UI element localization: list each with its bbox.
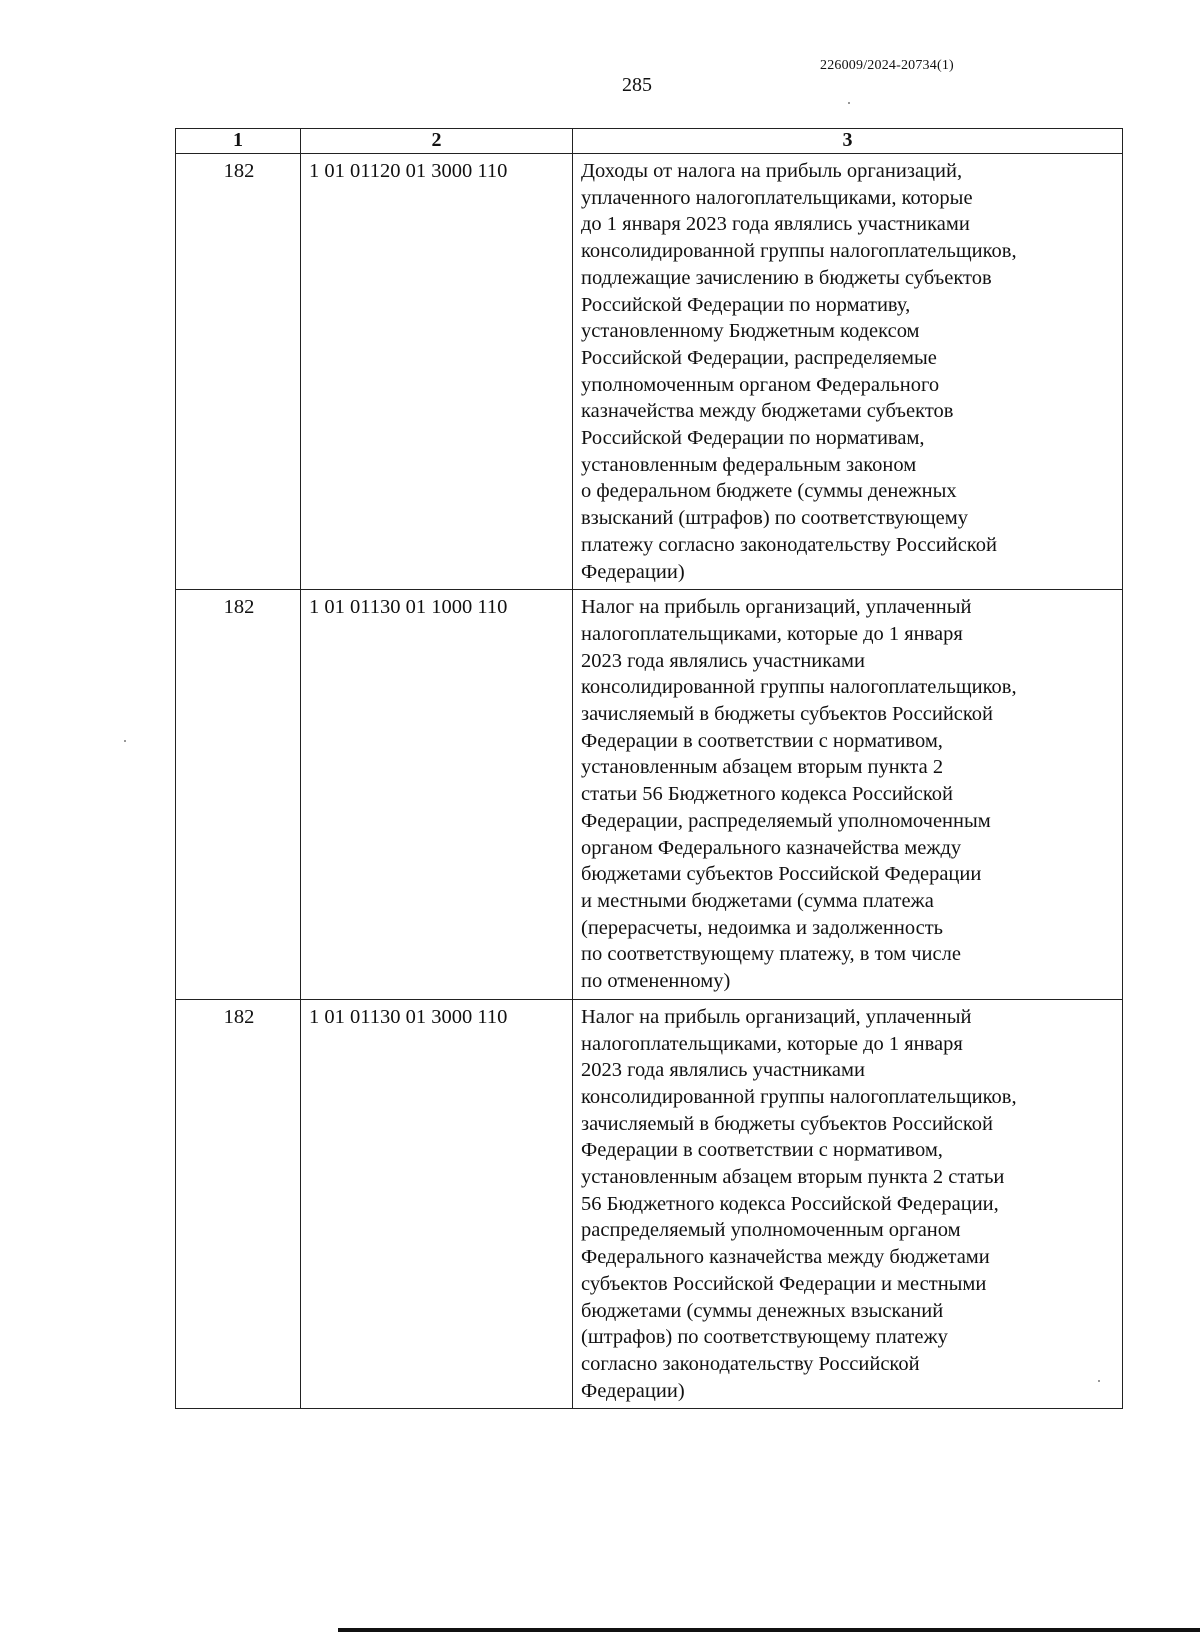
column-header-3: 3 xyxy=(573,129,1123,154)
income-name-line: зачисляемый в бюджеты субъектов Российской xyxy=(581,703,994,726)
income-name-line: взысканий (штрафов) по соответствующему xyxy=(581,507,968,530)
scan-speck xyxy=(1098,1380,1100,1382)
income-name-line: казначейства между бюджетами субъектов xyxy=(581,400,954,423)
page-number: 285 xyxy=(622,74,652,96)
document-id: 226009/2024-20734(1) xyxy=(820,58,954,73)
income-name-line: распределяемый уполномоченным органом xyxy=(581,1219,961,1242)
income-name-line: консолидированной группы налогоплательщиков, xyxy=(581,240,1017,263)
kbk-code-cell: 1 01 01130 01 1000 110 xyxy=(301,590,573,1000)
income-name-line: субъектов Российской Федерации и местными xyxy=(581,1272,987,1295)
income-name-line: установленным абзацем вторым пункта 2 статьи xyxy=(581,1166,1005,1189)
bottom-scan-rule xyxy=(338,1628,1200,1632)
income-name-line: 2023 года являлись участниками xyxy=(581,649,865,672)
income-name-line: установленным федеральным законом xyxy=(581,453,917,476)
income-name-line: уплаченного налогоплательщиками, которые xyxy=(581,186,973,209)
income-name-cell xyxy=(573,999,1123,1409)
table-header-row xyxy=(176,129,1123,154)
income-name-line: налогоплательщиками, которые до 1 января xyxy=(581,1032,963,1055)
income-name-line: и местными бюджетами (сумма платежа xyxy=(581,889,934,912)
income-name-line: Российской Федерации по нормативу, xyxy=(581,293,911,316)
income-name-cell xyxy=(573,590,1123,1000)
income-name-line: Федерации в соответствии с нормативом, xyxy=(581,1139,943,1162)
table-row xyxy=(176,999,1123,1409)
income-name-line: Федерации) xyxy=(581,1379,685,1402)
budget-classification-table xyxy=(175,128,1123,1409)
income-name-line: по отмененному) xyxy=(581,970,731,993)
admin-code-cell: 182 xyxy=(176,154,301,590)
income-name-line: платежу согласно законодательству Российской xyxy=(581,533,997,556)
income-name-line: Федерации) xyxy=(581,560,685,583)
scan-speck xyxy=(848,102,850,104)
income-name-line: согласно законодательству Российской xyxy=(581,1352,920,1375)
income-name-line: бюджетами субъектов Российской Федерации xyxy=(581,863,982,886)
income-name-line: установленным абзацем вторым пункта 2 xyxy=(581,756,944,779)
scan-speck xyxy=(124,740,126,742)
kbk-code-cell: 1 01 01130 01 3000 110 xyxy=(301,999,573,1409)
income-name-line: консолидированной группы налогоплательщиков, xyxy=(581,676,1017,699)
income-name-line: уполномоченным органом Федерального xyxy=(581,373,940,396)
admin-code-cell: 182 xyxy=(176,999,301,1409)
income-name-line: Федерации, распределяемый уполномоченным xyxy=(581,809,991,832)
income-name-line: подлежащие зачислению в бюджеты субъектов xyxy=(581,266,992,289)
income-name-cell xyxy=(573,154,1123,590)
income-name-line: органом Федерального казначейства между xyxy=(581,836,962,859)
income-name-line: по соответствующему платежу, в том числе xyxy=(581,943,961,966)
table-row xyxy=(176,154,1123,590)
income-name-line: Налог на прибыль организаций, уплаченный xyxy=(581,596,972,619)
income-name-line: Федерации в соответствии с нормативом, xyxy=(581,729,943,752)
income-name-line: Федерального казначейства между бюджетами xyxy=(581,1246,990,1269)
income-name-line: Налог на прибыль организаций, уплаченный xyxy=(581,1005,972,1028)
income-name-line: Российской Федерации, распределяемые xyxy=(581,346,937,369)
income-name-line: 56 Бюджетного кодекса Российской Федерации, xyxy=(581,1192,999,1215)
income-name-line: о федеральном бюджете (суммы денежных xyxy=(581,480,957,503)
income-name-line: установленному Бюджетным кодексом xyxy=(581,320,920,343)
admin-code-cell: 182 xyxy=(176,590,301,1000)
income-name-line: (штрафов) по соответствующему платежу xyxy=(581,1326,948,1349)
income-name-line: Доходы от налога на прибыль организаций, xyxy=(581,160,963,182)
income-name-line: статьи 56 Бюджетного кодекса Российской xyxy=(581,783,953,806)
income-name-line: (перерасчеты, недоимка и задолженность xyxy=(581,916,944,939)
table-row xyxy=(176,590,1123,1000)
column-header-2: 2 xyxy=(301,129,573,154)
income-name-line: консолидированной группы налогоплательщиков, xyxy=(581,1085,1017,1108)
income-name-line: 2023 года являлись участниками xyxy=(581,1059,865,1082)
column-header-1: 1 xyxy=(176,129,301,154)
kbk-code-cell: 1 01 01120 01 3000 110 xyxy=(301,154,573,590)
income-name-line: бюджетами (суммы денежных взысканий xyxy=(581,1299,944,1322)
income-name-line: налогоплательщиками, которые до 1 января xyxy=(581,622,963,645)
income-name-line: Российской Федерации по нормативам, xyxy=(581,427,925,450)
income-name-line: зачисляемый в бюджеты субъектов Российской xyxy=(581,1112,994,1135)
income-name-line: до 1 января 2023 года являлись участниками xyxy=(581,213,970,236)
